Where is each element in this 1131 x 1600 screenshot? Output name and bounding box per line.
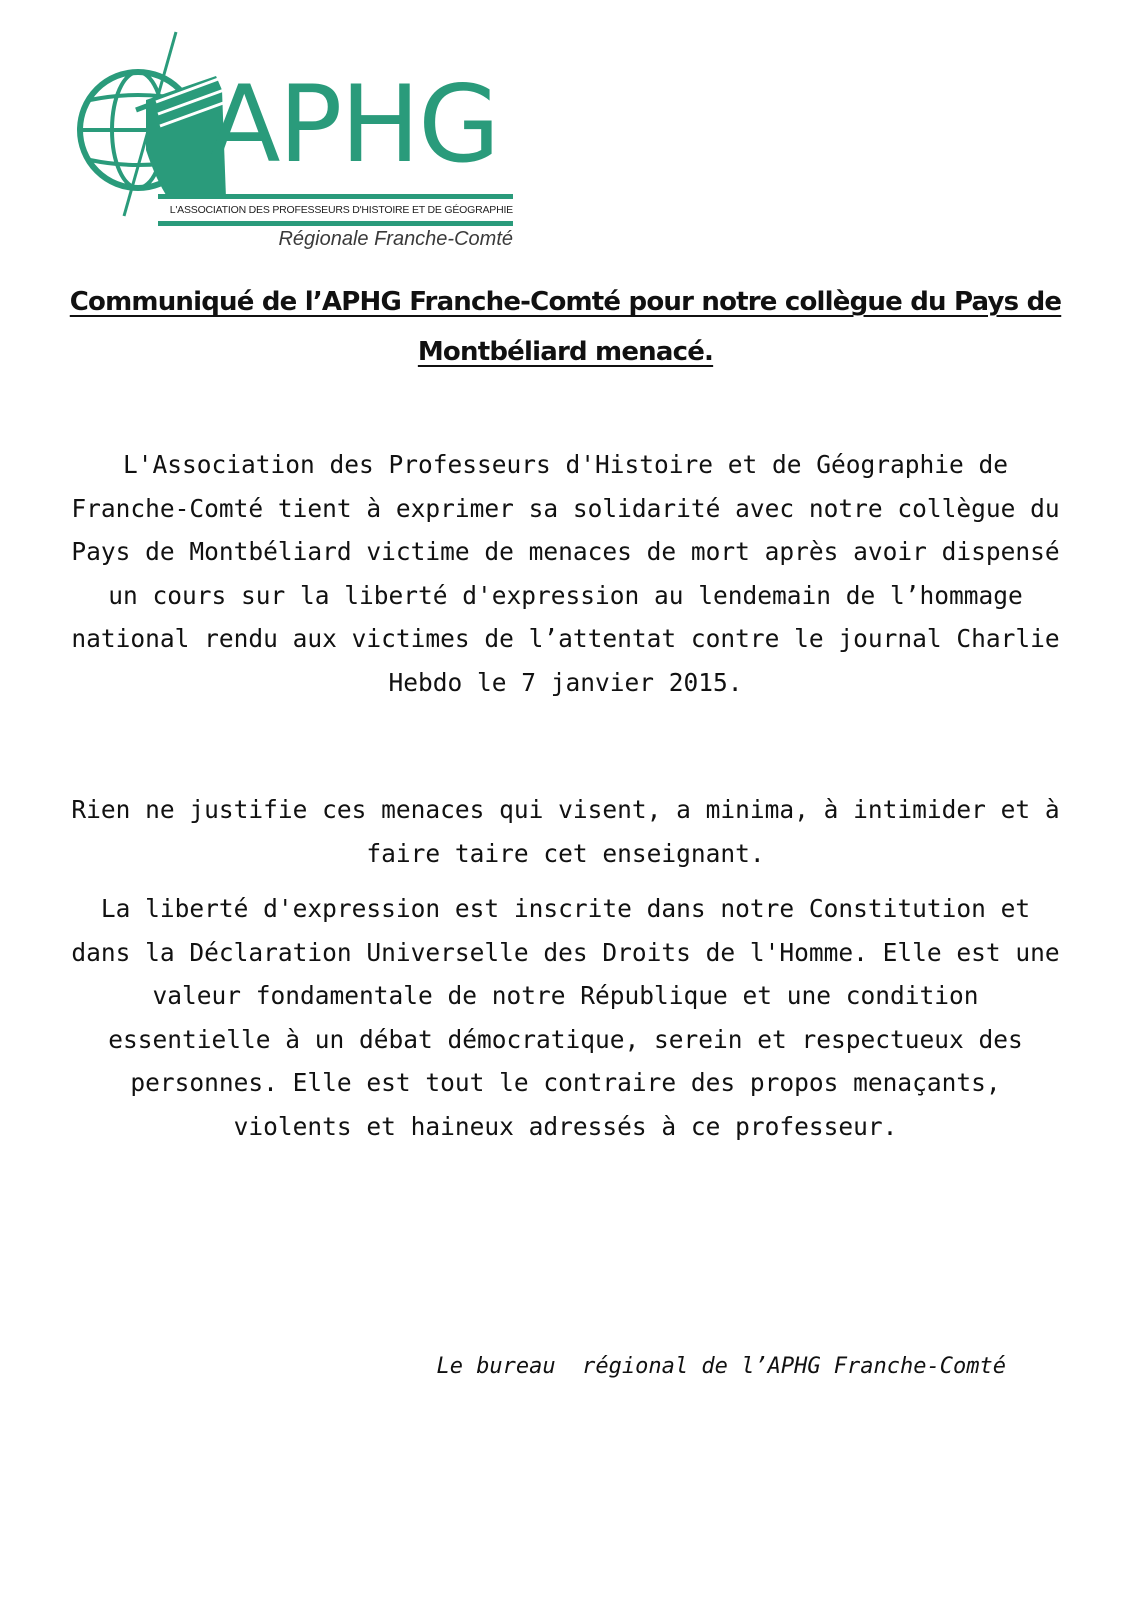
page-title (60, 277, 1071, 377)
logo-fullname: L'ASSOCIATION DES PROFESSEURS D'HISTOIRE ET DE GÉOGRAPHIE (169, 204, 513, 216)
logo-divider-top (158, 194, 513, 199)
logo-region: Régionale Franche-Comté (278, 228, 513, 250)
paragraph-solidarity: L'Association des Professeurs d'Histoire et de Géographie de Franche-Comté tient à exprimer sa solidarité avec notre collègue du Pays de Montbéliard victime de menaces de mort après avoir dispensé un cours sur la liberté d'expression au lendemain de l’hommage national rendu aux victimes de l’attentat contre le journal Charlie Hebdo le 7 janvier 2015. (71, 450, 1060, 697)
logo-divider-bottom (158, 221, 513, 226)
aphg-logo (76, 30, 521, 260)
page-title-text: Communiqué de l’APHG Franche-Comté pour notre collègue du Pays de Montbéliard menacé. (69, 287, 1062, 367)
paragraph-freedom: La liberté d'expression est inscrite dans notre Constitution et dans la Déclaration Universelle des Droits de l'Homme. Elle est une valeur fondamentale de notre République et une condition essentielle à un débat démocratique, serein et respectueux des personnes. Elle est tout le contraire des propos menaçants, violents et haineux adressés à ce professeur. (71, 894, 1060, 1141)
logo-acronym: APHG (208, 63, 499, 186)
paragraph-threats: Rien ne justifie ces menaces qui visent, a minima, à intimider et à faire taire cet enseignant. (71, 795, 1060, 868)
signature: Le bureau régional de l’APHG Franche-Comté (436, 1354, 1006, 1379)
